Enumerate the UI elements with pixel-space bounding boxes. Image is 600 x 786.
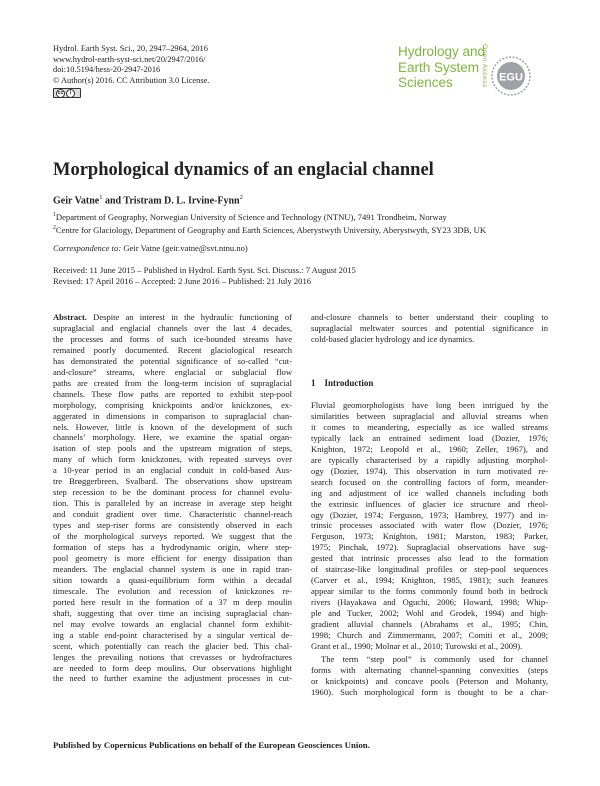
text-line: Knighton, 1972; Leopold et al., 1960; Zeller, 1967), and <box>311 443 548 454</box>
text-line: similarities between supraglacial and alluvial streams when <box>311 410 548 421</box>
text-line: and-closure” streams, where englacial or subglacial flow <box>53 366 292 377</box>
text-line: nels. However, little is known of the development of such <box>53 421 292 432</box>
publisher-footer: Published by Copernicus Publications on behalf of the European Geosciences Union. <box>53 740 370 750</box>
text-line: The term “step pool” is commonly used for channel <box>321 654 548 664</box>
text-line: ing a stable end-point characterised by a singular vertical de- <box>53 629 292 640</box>
text-line: ported here result in the formation of a 37 m deep moulin <box>53 596 292 607</box>
text-line: remained poorly documented. Recent glaciological research <box>53 344 292 355</box>
text-line: appear similar to the forms commonly found both in bedrock <box>311 586 548 597</box>
text-line: gradient alluvial channels (Abrahams et al., 1995; Chin, <box>311 619 548 630</box>
text-line: (Carver et al., 1994; Knighton, 1985, 1981); such features <box>311 575 548 586</box>
text-line: or knickpoints) and concave pools (Peterson and Mohanty, <box>311 675 548 686</box>
text-line: Abstract. Despite an interest in the hydraulic functioning of <box>53 312 292 322</box>
text-line: many of which form knickzones, with repeated surveys over <box>53 454 292 465</box>
text-line: a 10-year period in an englacial conduit in cold-based Aus- <box>53 465 292 476</box>
author-name[interactable]: Geir Vatne <box>53 195 100 207</box>
affiliation: $^1$Department of Geography, Norwegian University of Science and Technology (NTNU), 7491 Trondheim, Norway <box>53 211 447 222</box>
text-line: cold-based glacier hydrology and ice dynamics. <box>311 333 475 344</box>
text-line: are typically characterised by a rapidly adjusting morphol- <box>311 454 548 465</box>
introduction-paragraph-1 <box>311 400 548 652</box>
journal-name: Hydrology and Earth System Sciences <box>398 44 486 90</box>
text-line: shaft, suggesting that over time an incising supraglacial chan- <box>53 607 292 618</box>
text-line: lenges the prevailing notions that crevasses or hydrofractures <box>53 651 292 662</box>
text-line: Grant et al., 1990; Molnar et al., 2010; Turowski et al., 2009). <box>311 640 523 651</box>
open-access-label: Open Access <box>481 44 488 88</box>
text-line: of the morphological surveys reported. We suggest that the <box>53 531 292 542</box>
abstract <box>53 312 292 684</box>
affiliation: $^2$Centre for Glaciology, Department of Geography and Earth Sciences, Aberystwyth University, Aberystwyth, SY23 3DB, UK <box>53 224 487 235</box>
text-line: it comes to meandering, especially as ice walled streams <box>311 421 548 432</box>
text-line: trinsic processes associated with water flow (Dozier, 1976; <box>311 520 548 531</box>
text-line: supraglacial and englacial channels over the last 4 decades, <box>53 322 292 333</box>
text-line: channels’ morphology. Here, we examine the spatial organ- <box>53 432 292 443</box>
text-line: isation of step pools and the upstream migration of steps, <box>53 443 292 454</box>
text-line: ple and Tucker, 2002; Wohl and Grodek, 1994) and high- <box>311 608 548 619</box>
text-line: ing and adjustment of ice walled channels including both <box>311 487 548 498</box>
text-line: paths are created from the long-term incision of supraglacial <box>53 377 292 388</box>
text-line: typically lack an entrained sediment load (Dozier, 1976; <box>311 432 548 443</box>
text-line: tre Brøggerbreen, Svalbard. The observations show upstream <box>53 476 292 487</box>
text-line: forms with alternating channel-spanning convexities (steps <box>311 664 548 675</box>
text-line: types and step-riser forms are consistently observed in each <box>53 520 292 531</box>
cc-by-icon[interactable]: cc i <box>53 88 81 98</box>
abstract-label: Abstract. <box>53 312 87 322</box>
svg-text:EGU: EGU <box>499 71 523 84</box>
text-line: timescale. The evolution and recession of knickzones re- <box>53 585 292 596</box>
text-line: meanders. The englacial channel system is one in rapid tran- <box>53 563 292 574</box>
text-line: rivers (Hayakawa and Oguchi, 2006; Howard, 1998; Whip- <box>311 597 548 608</box>
text-line: has demonstrated the potential significance of so-called “cut- <box>53 355 292 366</box>
correspondence: Correspondence to: Geir Vatne (geir.vatne@svt.ntnu.no) <box>53 243 248 253</box>
text-line: 1975; Pinchak, 1972). Supraglacial observations have sug- <box>311 542 548 553</box>
text-line: ogy (Dozier, 1974; Ferguson, 1973; Hambrey, 1977) and in- <box>311 509 548 520</box>
text-line: of staircase-like longitudinal profiles or step-pool sequences <box>311 564 548 575</box>
text-line: scent, which potentially can reach the glacier bed. This chal- <box>53 640 292 651</box>
author-list: Geir Vatne$^1$ and Tristram D. L. Irvine-Fynn$^2$ <box>53 194 243 207</box>
copyright: © Author(s) 2016. CC Attribution 3.0 License. <box>53 75 210 85</box>
text-line: tion. This is paralleled by an increase in average step height <box>53 498 292 509</box>
text-line: nel may evolve towards an englacial channel form exhibit- <box>53 618 292 629</box>
text-line: the extrinsic influences of glacier ice structure and rheol- <box>311 498 548 509</box>
text-line: gested that intrinsic processes also lead to the formation <box>311 553 548 564</box>
text-line: Ferguson, 1973; Knighton, 1981; Marston, 1983; Parker, <box>311 531 548 542</box>
article-metadata <box>53 44 209 98</box>
publication-dates: Received: 11 June 2015 – Published in Hydrol. Earth Syst. Sci. Discuss.: 7 August 2015 Revised: 17 April 2016 – Accepted: 2 June 2016 – Published: 21 July 2016 <box>53 265 356 286</box>
abstract-continuation <box>311 312 548 345</box>
paper-title: Morphological dynamics of an englacial channel <box>53 160 434 180</box>
text-line: formation of steps has a hydrodynamic origin, where step- <box>53 542 292 553</box>
egu-logo <box>491 56 531 96</box>
text-line: search focused on the controlling factors of form, meander- <box>311 476 548 487</box>
text-line: sition towards a quasi-equilibrium form within a decadal <box>53 574 292 585</box>
text-line: the processes and forms of such ice-bounded streams have <box>53 333 292 344</box>
text-line: step recession to be the dominant process for channel evolu- <box>53 487 292 498</box>
text-line: morphology, comprising knickpoints and/or knickzones, ex- <box>53 399 292 410</box>
text-line: Fluvial geomorphologists have long been intrigued by the <box>311 400 548 410</box>
text-line: the need to further examine the adjustment processes in cut- <box>53 673 292 684</box>
text-line: 1998; Church and Zimmermann, 2007; Comiti et al., 2009; <box>311 630 548 641</box>
text-line: channels. These flow paths are reported to exhibit step-pool <box>53 388 292 399</box>
text-line: 1960). Such morphological form is thought to be a char- <box>311 686 548 697</box>
article-url[interactable]: www.hydrol-earth-syst-sci.net/20/2947/2016/ <box>53 54 206 64</box>
author-name[interactable]: Tristram D. L. Irvine-Fynn <box>123 195 240 207</box>
text-line: supraglacial meltwater sources and potential significance in <box>311 322 548 333</box>
text-line: aggerated in dimensions in comparison to supraglacial chan- <box>53 410 292 421</box>
text-line: are needed to form deep moulins. Our observations highlight <box>53 662 292 673</box>
citation: Hydrol. Earth Syst. Sci., 20, 2947–2964, 2016 <box>53 44 208 53</box>
text-line: pool geometry is more efficient for energy dissipation than <box>53 552 292 563</box>
text-line: and-closure channels to better understand their coupling to <box>311 312 548 322</box>
introduction-paragraph-2 <box>311 654 548 698</box>
text-line: ogy (Dozier, 1974). This observation in turn motivated re- <box>311 465 548 476</box>
doi[interactable]: doi:10.5194/hess-20-2947-2016 <box>53 65 161 75</box>
section-heading-introduction: 1 Introduction <box>311 378 374 388</box>
text-line: and conduit gradient over time. Characteristic channel-reach <box>53 509 292 520</box>
affiliations <box>53 210 486 235</box>
